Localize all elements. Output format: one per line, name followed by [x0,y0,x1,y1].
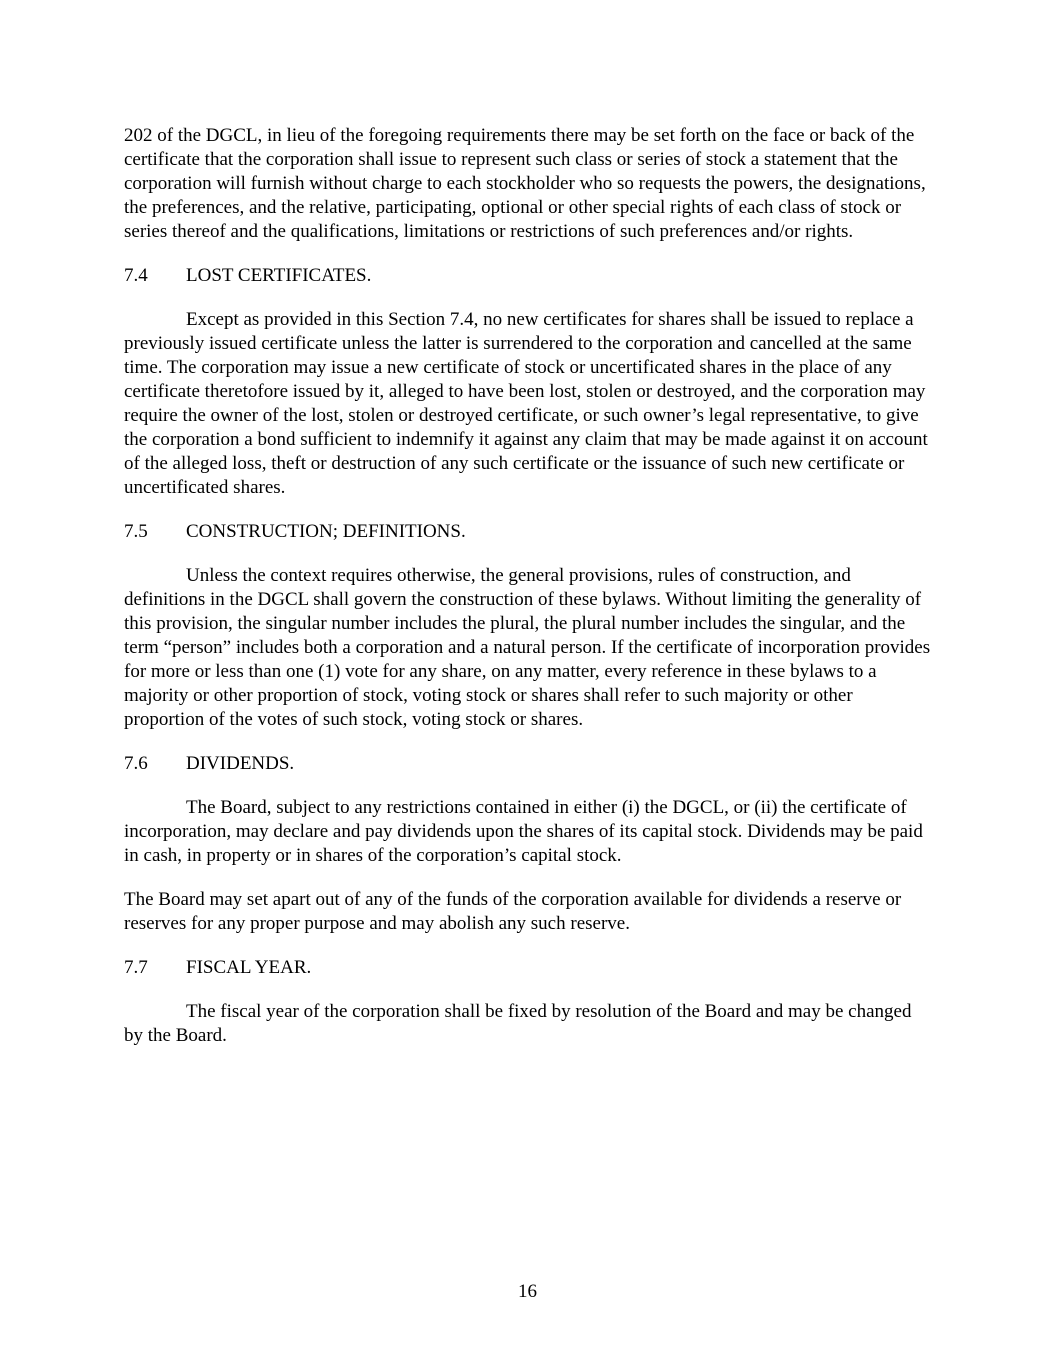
section-heading-7-5 [124,520,932,544]
section-heading-7-4 [124,264,932,288]
paragraph-dividends-2: The Board may set apart out of any of the funds of the corporation available for dividends a reserve or reserves for any proper purpose and may abolish any such reserve. [124,889,902,934]
paragraph-construction-definitions: Unless the context requires otherwise, the general provisions, rules of construction, and definitions in the DGCL shall govern the construction of these bylaws. Without limiting the generality of this provision, the singular number includes the plural, the plural number includes the singular, and the term “person” includes both a corporation and a natural person. If the certificate of incorporation provides for more or less than one (1) vote for any share, on any matter, every reference in these bylaws to a majority or other proportion of stock, voting stock or shares shall refer to such majority or other proportion of the votes of such stock, voting stock or shares. [124,565,931,730]
section-title: DIVIDENDS. [186,753,295,774]
document-body [124,124,932,1068]
section-number: 7.4 [124,265,148,286]
page-number: 16 [518,1281,537,1302]
section-number: 7.6 [124,753,148,774]
paragraph-dividends-1: The Board, subject to any restrictions contained in either (i) the DGCL, or (ii) the certificate of incorporation, may declare and pay dividends upon the shares of its capital stock. Dividends may be paid in cash, in property or in shares of the corporation’s capital stock. [124,797,923,866]
section-heading-7-6 [124,752,932,776]
section-heading-7-7 [124,956,932,980]
section-title: LOST CERTIFICATES. [186,265,372,286]
paragraph-intro: 202 of the DGCL, in lieu of the foregoing requirements there may be set forth on the face or back of the certificate that the corporation shall issue to represent such class or series of stock a statement that the corporation will furnish without charge to each stockholder who so requests the powers, the designations, the preferences, and the relative, participating, optional or other special rights of each class of stock or series thereof and the qualifications, limitations or restrictions of such preferences and/or rights. [124,125,926,242]
section-number: 7.7 [124,957,148,978]
section-title: CONSTRUCTION; DEFINITIONS. [186,521,466,542]
section-title: FISCAL YEAR. [186,957,312,978]
paragraph-lost-certificates: Except as provided in this Section 7.4, no new certificates for shares shall be issued to replace a previously issued certificate unless the latter is surrendered to the corporation and cancelled at the same time. The corporation may issue a new certificate of stock or uncertificated shares in the place of any certificate theretofore issued by it, alleged to have been lost, stolen or destroyed, and the corporation may require the owner of the lost, stolen or destroyed certificate, or such owner’s legal representative, to give the corporation a bond sufficient to indemnify it against any claim that may be made against it on account of the alleged loss, theft or destruction of any such certificate or the issuance of such new certificate or uncertificated shares. [124,309,928,498]
section-number: 7.5 [124,521,148,542]
paragraph-fiscal-year: The fiscal year of the corporation shall be fixed by resolution of the Board and may be changed by the Board. [124,1001,912,1046]
